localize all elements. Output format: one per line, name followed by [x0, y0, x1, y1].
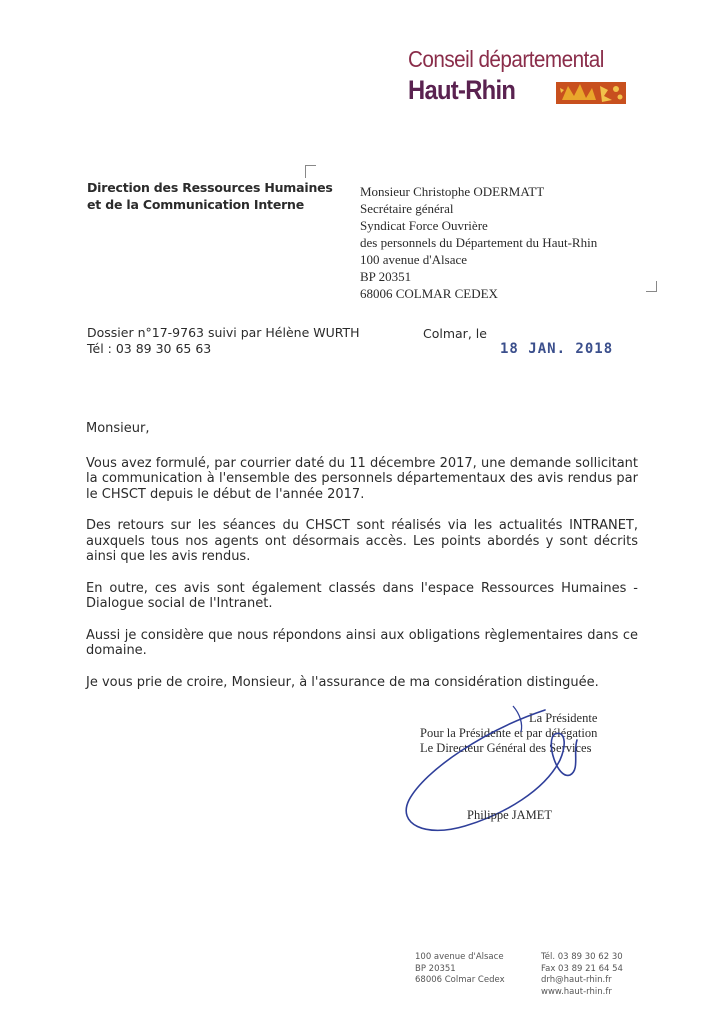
sender-line-2: et de la Communication Interne	[87, 197, 305, 212]
footer-fax: Fax 03 89 21 64 54	[541, 963, 623, 974]
sender-department	[87, 179, 333, 213]
body-paragraph: Des retours sur les séances du CHSCT sont réalisés via les actualités INTRANET, auxquels tous nos agents ont désormais accès. Les points abordés y sont décrits ainsi que les avis rendus.	[86, 518, 638, 564]
signature-title-2: Pour la Présidente et par délégation	[420, 726, 598, 740]
reference-block	[87, 325, 360, 357]
place-label: Colmar, le	[423, 326, 487, 341]
phone-reference: Tél : 03 89 30 65 63	[87, 341, 212, 356]
recipient-line: des personnels du Département du Haut-Rhin	[360, 235, 598, 250]
recipient-line: Monsieur Christophe ODERMATT	[360, 184, 545, 199]
recipient-line: Syndicat Force Ouvrière	[360, 218, 488, 233]
recipient-line: Secrétaire général	[360, 201, 454, 216]
signature-title-3: Le Directeur Général des Services	[420, 741, 592, 755]
signature-title-1: La Présidente	[528, 711, 598, 725]
recipient-line: 68006 COLMAR CEDEX	[360, 286, 498, 301]
recipient-address	[360, 183, 597, 302]
logo-subtitle: Haut-Rhin	[408, 75, 516, 105]
dossier-reference: Dossier n°17-9763 suivi par Hélène WURTH	[87, 325, 360, 340]
footer-phone: Tél. 03 89 30 62 30	[541, 952, 623, 962]
footer-address-line: BP 20351	[415, 963, 456, 974]
signatory-name: Philippe JAMET	[467, 808, 553, 822]
body-paragraph: Vous avez formulé, par courrier daté du 11 décembre 2017, une demande sollicitant la communication à l'ensemble des personnels départementaux des avis rendus par le CHSCT depuis le début de l'année 2017.	[86, 455, 638, 502]
body-paragraph: En outre, ces avis sont également classés dans l'espace Ressources Humaines - Dialogue social de l'Intranet.	[86, 580, 638, 611]
footer-email[interactable]: drh@haut-rhin.fr	[541, 975, 612, 985]
heraldic-crest-icon	[556, 80, 626, 106]
sender-line-1: Direction des Ressources Humaines	[87, 180, 333, 195]
footer-website[interactable]: www.haut-rhin.fr	[541, 986, 612, 997]
body-paragraph: Aussi je considère que nous répondons ainsi aux obligations règlementaires dans ce domaine.	[86, 627, 638, 658]
date-stamp: 18 JAN. 2018	[500, 341, 614, 357]
logo-title: Conseil départemental	[408, 46, 604, 72]
footer-address	[415, 952, 505, 987]
footer-address-line: 68006 Colmar Cedex	[415, 975, 505, 985]
salutation: Monsieur,	[86, 421, 150, 436]
letter-body	[86, 421, 638, 706]
footer-contact	[541, 952, 623, 998]
recipient-line: 100 avenue d'Alsace	[360, 252, 468, 267]
fold-mark-top	[305, 165, 316, 178]
fold-mark-bottom	[646, 281, 657, 292]
recipient-line: BP 20351	[360, 269, 412, 284]
body-paragraph: Je vous prie de croire, Monsieur, à l'assurance de ma considération distinguée.	[86, 674, 599, 690]
footer-address-line: 100 avenue d'Alsace	[415, 952, 504, 962]
